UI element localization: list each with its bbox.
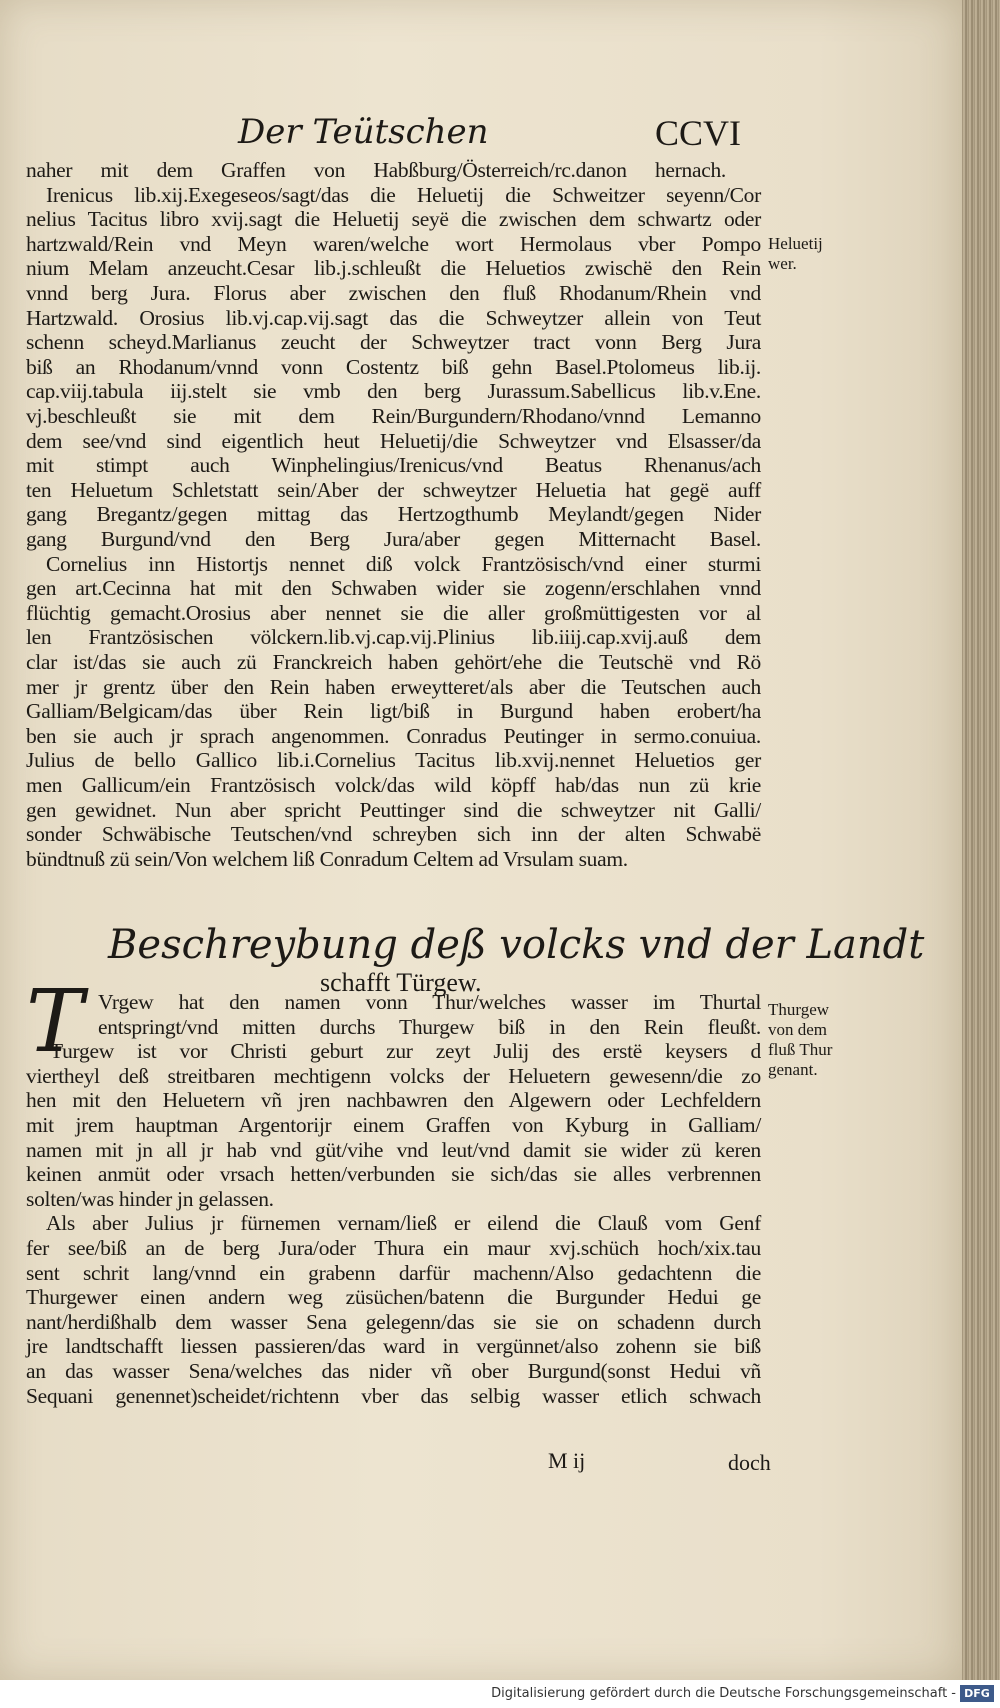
text-line: namen mit jn all jr hab vnd güt/vihe vnd leut/vnd damit sie wider zü keren bbox=[26, 1137, 761, 1162]
margin-note-thurgew-3: fluß Thur bbox=[768, 1040, 833, 1059]
text-line: solten/was hinder jn gelassen. bbox=[26, 1186, 274, 1211]
margin-note-heluetij-1: Heluetij bbox=[768, 234, 823, 253]
text-line: Vrgew hat den namen vonn Thur/welches wasser im Thurtal bbox=[98, 990, 761, 1014]
text-line: keinen anmüt oder vrsach hetten/verbunden sie sich/das sie alles verbrennen bbox=[26, 1162, 761, 1187]
dfg-logo: DFG bbox=[960, 1685, 994, 1702]
text-line: nant/herdißhalb dem wasser Sena gelegenn/das sie sie on schadenn durch bbox=[26, 1309, 761, 1334]
margin-note-heluetij-2: wer. bbox=[768, 254, 797, 273]
footer-credit: Digitalisierung gefördert durch die Deutsche Forschungsgemeinschaft - bbox=[491, 1686, 956, 1701]
text-line: flüchtig gemacht.Orosius aber nennet sie die aller großmüttigesten vor al bbox=[26, 600, 761, 625]
text-line: schenn scheyd.Marlianus zeucht der Schweytzer tract vonn Berg Jura bbox=[26, 330, 761, 355]
text-line: mer jr grentz über den Rein haben erweytteret/als aber die Teutschen auch bbox=[26, 674, 761, 699]
text-line: sent schrit lang/vnnd ein grabenn darfür machenn/Also gedachtenn die bbox=[26, 1260, 761, 1285]
text-line: Hartzwald. Orosius lib.vj.cap.vij.sagt das die Schweytzer allein von Teut bbox=[26, 305, 761, 330]
text-line: jre landtschafft liessen passieren/das ward in vergünnet/also zohenn sie biß bbox=[26, 1334, 761, 1359]
text-line: hen mit den Heluetern vñ jren nachbawren den Algewern oder Lechfeldern bbox=[26, 1088, 761, 1113]
text-line: Irenicus lib.xij.Exegeseos/sagt/das die Heluetij die Schweitzer seyenn/Cor bbox=[46, 182, 761, 207]
text-line: biß an Rhodanum/vnnd vonn Costentz biß gehn Basel.Ptolomeus lib.ij. bbox=[26, 354, 761, 379]
text-line: len Frantzösischen völckern.lib.vj.cap.vij.Plinius lib.iiij.cap.xvij.auß dem bbox=[26, 625, 761, 650]
text-line: Julius de bello Gallico lib.i.Cornelius Tacitus lib.xvij.nennet Heluetios ger bbox=[26, 748, 761, 773]
text-line: Thurgewer einen andern weg züsüchen/batenn die Burgunder Hedui ge bbox=[26, 1285, 761, 1310]
text-line: Sequani genennet)scheidet/richtenn vber das selbig wasser etlich schwach bbox=[26, 1383, 761, 1408]
text-line: Als aber Julius jr fürnemen vernam/ließ er eilend die Clauß vom Genf bbox=[46, 1211, 761, 1236]
text-line: mit stimpt auch Winphelingius/Irenicus/vnd Beatus Rhenanus/ach bbox=[26, 453, 761, 478]
text-line: nelius Tacitus libro xvij.sagt die Heluetij seyë die zwischen dem schwartz oder bbox=[26, 207, 761, 232]
margin-note-thurgew-2: von dem bbox=[768, 1020, 828, 1039]
text-line: an das wasser Sena/welches das nider vñ ober Burgund(sonst Hedui vñ bbox=[26, 1359, 761, 1383]
margin-note-thurgew-1: Thurgew bbox=[768, 1000, 830, 1019]
text-line: fer see/biß an de berg Jura/oder Thura ein maur xvj.schüch hoch/xix.tau bbox=[26, 1236, 761, 1260]
text-line: dem see/vnd sind eigentlich heut Heluetij/die Schweytzer vnd Elsasser/da bbox=[26, 428, 761, 453]
catchword: doch bbox=[728, 1450, 771, 1475]
section-title: Beschreybung deß volcks vnd der Landt bbox=[108, 922, 925, 968]
text-line: vj.beschleußt sie mit dem Rein/Burgundern/Rhodano/vnnd Lemanno bbox=[26, 404, 761, 428]
text-line: Turgew ist vor Christi geburt zur zeyt Julij des erstë keysers d bbox=[50, 1039, 761, 1064]
text-line: clar ist/das sie auch zü Franckreich haben gehört/ehe die Teutschë vnd Rö bbox=[26, 650, 761, 674]
text-line: naher mit dem Graffen von Habßburg/Österreich/rc.danon hernach. bbox=[26, 158, 726, 182]
margin-note-thurgew-4: genant. bbox=[768, 1060, 818, 1079]
text-line: gang Burgund/vnd den Berg Jura/aber gegen Mitternacht Basel. bbox=[26, 527, 761, 551]
text-line: vnnd berg Jura. Florus aber zwischen den fluß Rhodanum/Rhein vnd bbox=[26, 281, 761, 305]
text-line: entspringt/vnd mitten durchs Thurgew biß in den Rein fleußt. bbox=[98, 1014, 761, 1039]
text-line: ben sie auch jr sprach angenommen. Conradus Peutinger in sermo.conuiua. bbox=[26, 723, 761, 748]
footer-bar bbox=[0, 1680, 1000, 1708]
text-line: bündtnuß zü sein/Von welchem liß Conradum Celtem ad Vrsulam suam. bbox=[26, 846, 628, 871]
section-subtitle: schafft Türgew. bbox=[320, 968, 482, 997]
text-line: mit jrem hauptman Argentorijr einem Graffen von Kyburg in Galliam/ bbox=[26, 1113, 761, 1137]
text-line: men Gallicum/ein Frantzösisch volck/das wild köpff hab/das nun zü krie bbox=[26, 773, 761, 797]
text-line: gang Bregantz/gegen mittag das Hertzogthumb Meylandt/gegen Nider bbox=[26, 502, 761, 527]
text-line: Cornelius inn Histortjs nennet diß volck Frantzösisch/vnd einer sturmi bbox=[46, 551, 761, 576]
page-edge bbox=[962, 0, 1000, 1680]
signature-mark: M ij bbox=[548, 1448, 586, 1473]
text-line: viertheyl deß streitbaren mechtigenn volcks der Heluetern gewesenn/die zo bbox=[26, 1063, 761, 1088]
text-line: gen gewidnet. Nun aber spricht Peuttinger sind die schweytzer nit Galli/ bbox=[26, 797, 761, 822]
text-line: nium Melam anzeucht.Cesar lib.j.schleußt die Heluetios zwischë den Rein bbox=[26, 256, 761, 281]
running-title: Der Teütschen bbox=[238, 112, 489, 152]
text-line: ten Heluetum Schletstatt sein/Aber der schweytzer Heluetia hat gegë auff bbox=[26, 477, 761, 502]
folio-number: CCVI bbox=[655, 113, 742, 153]
text-line: hartzwald/Rein vnd Meyn waren/welche wort Hermolaus vber Pompo bbox=[26, 231, 761, 256]
text-line: sonder Schwäbische Teutschen/vnd schreyben sich inn der alten Schwabë bbox=[26, 822, 761, 847]
decorated-initial: T bbox=[26, 972, 84, 1072]
text-line: Galliam/Belgicam/das über Rein ligt/biß in Burgund haben erobert/ha bbox=[26, 699, 761, 724]
text-line: cap.viij.tabula iij.stelt sie vmb den berg Jurassum.Sabellicus lib.v.Ene. bbox=[26, 379, 761, 404]
text-line: gen art.Cecinna hat mit den Schwaben wider sie zogenn/erschlahen vnnd bbox=[26, 576, 761, 601]
